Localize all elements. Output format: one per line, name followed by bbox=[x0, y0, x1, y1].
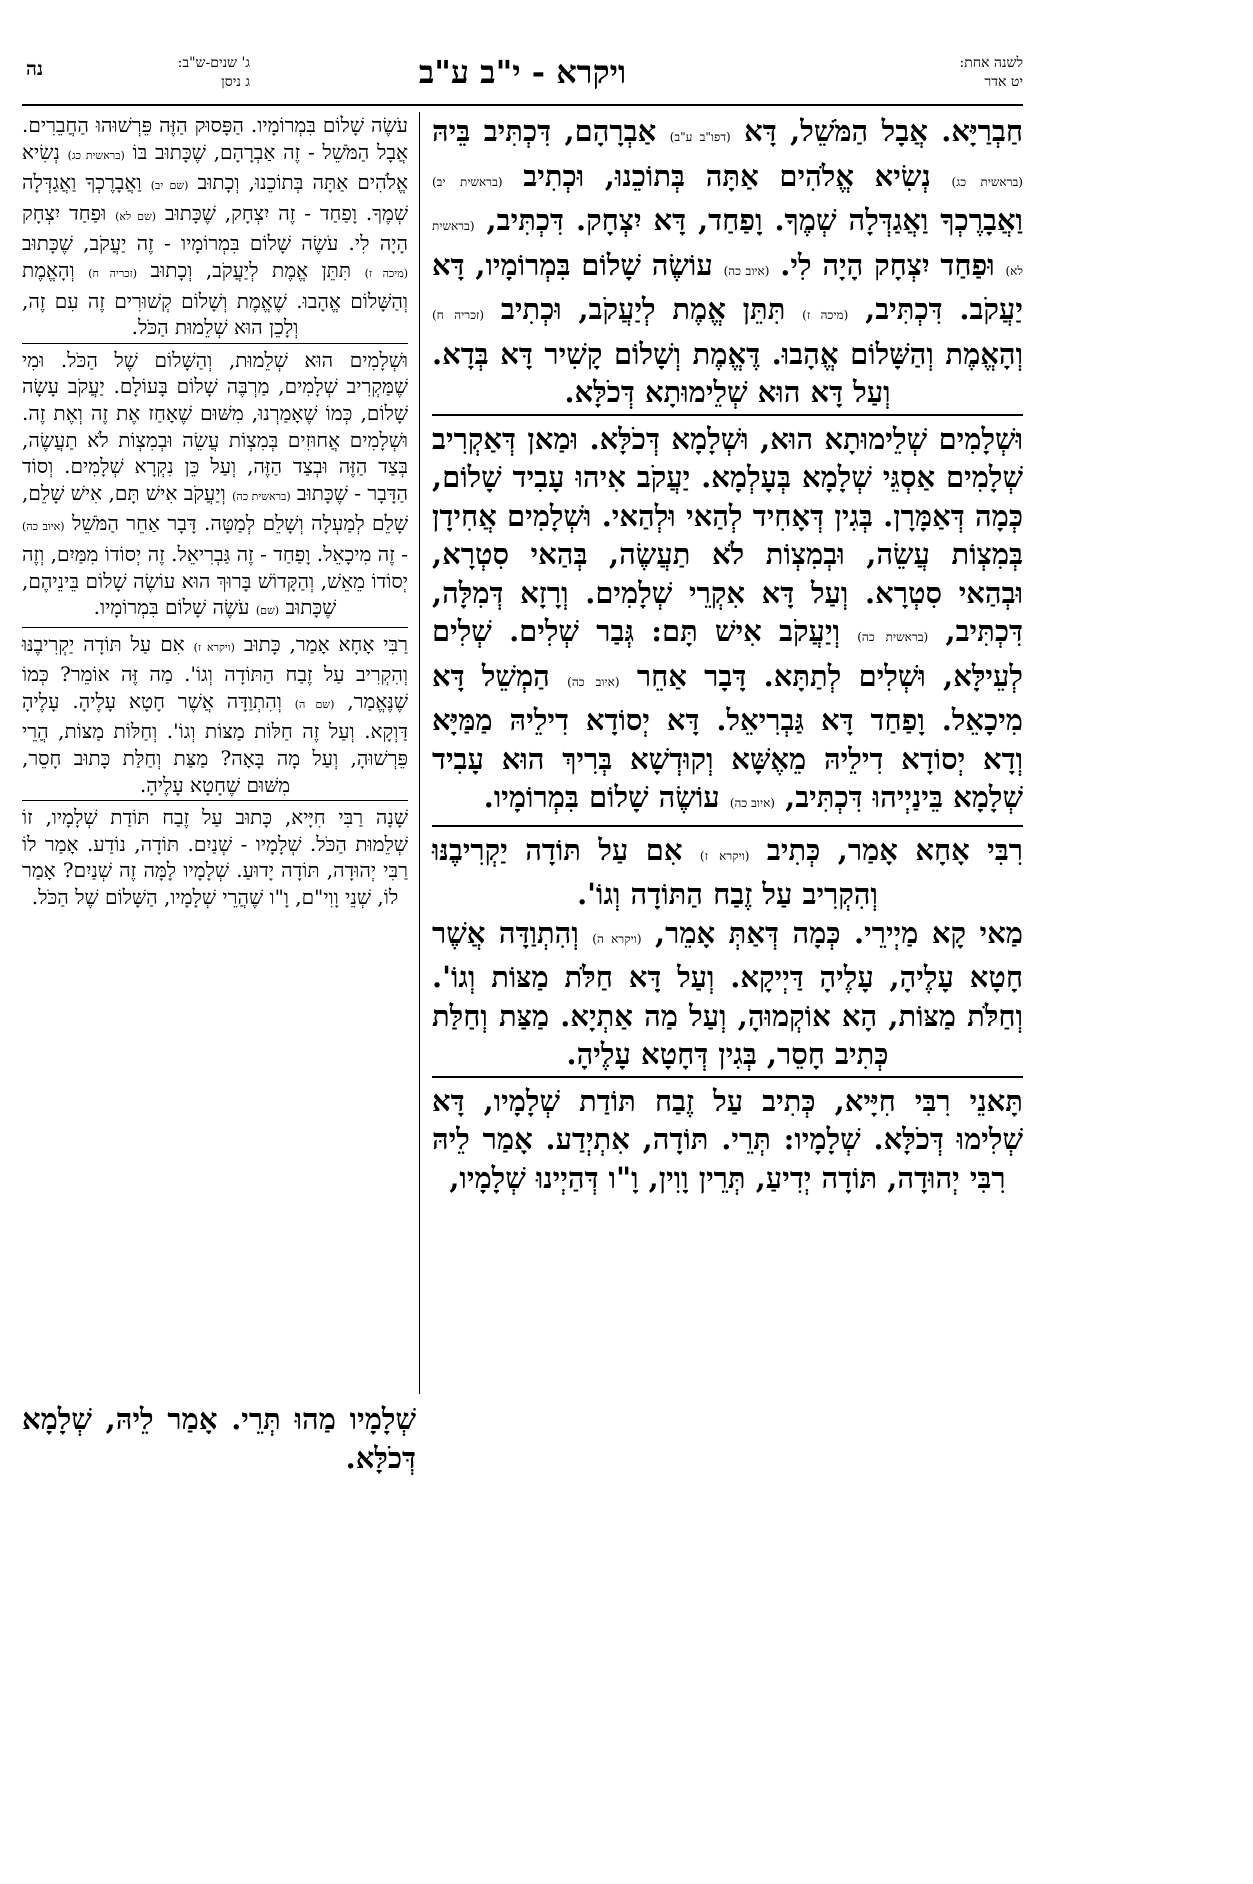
commentary-text: וּפַחַד יִצְחָק הָיָה לִי. עֹשֶׂה שָׁלוֹם בִּמְרוֹמָיו - זֶה יַעֲקֹב, שֶׁכָּתוּב bbox=[22, 200, 408, 256]
main-text: אַבְרָהָם, דִּכְתִּיב בֵּיהּ bbox=[432, 114, 657, 148]
main-paragraph-3 bbox=[432, 825, 1023, 914]
verse-reference: (שם לא) bbox=[115, 209, 157, 223]
commentary-text: וְהִתְוַדָּה אֲשֶׁר חָטָא עָלֶיהָ. עָלֶיהָ דַּוְקָא. וְעַל זֶה חַלּוֹת מַצּוֹת וְגוֹ'. וְחַלּוֹת מַצּוֹת, הֲרֵי פֵּרְשׁוּהָ, וְעַל מָה בָּאָה? מַצַּת וְחַלַּת כָּתוּב חָסֵר, מִשּׁוּם שֶׁחָטָא עָלֶיהָ. bbox=[22, 688, 408, 797]
verse-reference: (בראשית לא) bbox=[432, 219, 1023, 278]
main-paragraph-5 bbox=[432, 1076, 1023, 1198]
verse-reference: (ויקרא ה) bbox=[592, 931, 642, 946]
main-text: וּשְׁלָמִים שְׁלֵימוּתָא הוּא, וּשְׁלָמָא דְּכֹלָּא. וּמַאן דְּאַקְרִיב שְׁלָמִים אַסְגֵּי שְׁלָמָא בְּעָלְמָא. יַעֲקֹב אִיהוּ עָבִיד שָׁלוֹם, כְּמָה דְּאַמָּרָן. בְּגִין דְּאָחִיד לְהַאי וּלְהַאי. וּשְׁלָמִים אֲחִידָן בְּמִצְוֹת עֲשֵׂה, וּבְמִצְוֹת לֹא תַעֲשֶׂה, בְּהַאי סִטְרָא, וּבְהַאי סִטְרָא. וְעַל דָּא אִקְרֵי שְׁלָמִים. וְרָזָא דְּמִלָּה, דִּכְתִּיב, bbox=[432, 421, 1023, 648]
verse-reference: (זכריה ח) bbox=[88, 266, 138, 280]
commentary-paragraph-4 bbox=[22, 800, 408, 910]
main-paragraph-2 bbox=[432, 414, 1023, 823]
main-text: רִבִּי אָחָא אָמַר, כְּתִיב bbox=[766, 832, 1023, 867]
verse-reference: (שם יב) bbox=[150, 179, 189, 193]
verse-reference: (בראשית כה) bbox=[232, 489, 291, 503]
verse-reference: (שם ה) bbox=[294, 697, 335, 711]
main-text: מַאי קָא מַיְירֵי. כְּמָה דְּאַתְּ אָמֵר, bbox=[655, 915, 1023, 950]
verse-reference: (דפו"ב ע"ב) bbox=[669, 130, 731, 144]
main-text: אִם עַל תּוֹדָה יַקְרִיבֶנּוּ וְהִקְרִיב עַל זֶבַח הַתּוֹדָה וְגוֹ'. bbox=[432, 832, 878, 911]
header-left-line2: ג ניסן bbox=[221, 74, 250, 90]
main-text: וְהִתְוַדָּה אֲשֶׁר חָטָא עָלֶיהָ, עָלֶיהָ דַּיְיקָא. וְעַל דָּא חַלֹּת מַצּוֹת וְגוֹ'. וְחַלֹּת מַצּוֹת, הָא אוֹקְמוּהָ, וְעַל מַה אַתְיָא. מַצַּת וְחַלַּת כְּתִיב חָסֵר, בְּגִין דְּחָטָא עָלֶיהָ. bbox=[432, 915, 1023, 1071]
main-text: עוֹשֶׂה שָׁלוֹם בִּמְרוֹמָיו. bbox=[483, 780, 720, 814]
verse-reference: (ויקרא ז) bbox=[699, 848, 750, 863]
verse-reference: (בראשית כג) bbox=[951, 174, 1023, 189]
main-text: וְיַעֲקֹב אִישׁ תָּם: גְּבַר שְׁלִים. שְׁלִים לְעֵילָּא, וּשְׁלִים לְתַתָּא. דָּבָר אַחֵר bbox=[432, 614, 1023, 693]
verse-reference: (בראשית כג) bbox=[67, 148, 125, 162]
verse-reference: (זכריה ח) bbox=[432, 308, 485, 322]
commentary-text: וּשְׁלָמִים הוּא שְׁלֵמוּת, וְהַשָּׁלוֹם שֶׁל הַכֹּל. וּמִי שֶׁמַּקְרִיב שְׁלָמִים, מַרְבֶּה שָׁלוֹם בָּעוֹלָם. יַעֲקֹב עָשָׂה שָׁלוֹם, כְּמוֹ שֶׁאָמַרְנוּ, מִשּׁוּם שֶׁאָחַז אֶת זֶה וְאֶת זֶה. וּשְׁלָמִים אֲחוּזִים בְּמִצְוֹת עֲשֵׂה וּבְמִצְוֹת לֹא תַעֲשֶׂה, בְּצַד הַזֶּה וּבְצַד הַזֶּה, וְעַל כֵּן נִקְרָא שְׁלָמִים. וְסוֹד הַדָּבָר - שֶׁכָּתוּב bbox=[22, 347, 409, 505]
verse-reference: (איוב כה) bbox=[567, 674, 620, 689]
commentary-text: עֹשֶׂה שָׁלוֹם בִּמְרוֹמָיו. bbox=[93, 595, 250, 620]
main-paragraph-1 bbox=[432, 112, 1023, 412]
commentary-text: - זֶה מִיכָאֵל. וָפַחַד - זֶה גַּבְרִיאֵל. זֶה יְסוֹדוֹ מִמַּיִם, וְזֶה יְסוֹדוֹ מֵאֵשׁ, וְהַקָּדוֹשׁ בָּרוּךְ הוּא עוֹשֶׂה שָׁלוֹם בֵּינֵיהֶם, שֶׁכָּתוּב bbox=[22, 541, 408, 620]
header-rule bbox=[22, 104, 1023, 106]
commentary-text: נְשִׂיא אֱלֹהִים אַתָּה בְּתוֹכֵנוּ, וְכָתוּב bbox=[22, 139, 408, 195]
main-text: חַבְרַיָּא. אֲבָל הַמֹּשֵׁל, דָּא bbox=[744, 114, 1023, 148]
commentary-text: תִּתֵּן אֱמֶת לְיַעֲקֹב, וְכָתוּב bbox=[150, 257, 352, 282]
column-divider bbox=[419, 112, 420, 1394]
header-left-line1: ג' שנים-ש"ב: bbox=[177, 55, 250, 71]
main-text-column bbox=[432, 112, 1023, 1498]
header-left-block bbox=[100, 54, 250, 92]
verse-reference: (בראשית כה) bbox=[857, 630, 929, 644]
commentary-text: שָׁנָה רַבִּי חִיָּיא, כָּתוּב עַל זֶבַח תּוֹדַת שְׁלָמָיו, זוֹ שְׁלֵמוּת הַכֹּל. שְׁלָמָיו - שְׁנַיִם. תּוֹדָה, נוֹדַע. אָמַר לוֹ רַבִּי יְהוּדָה, תּוֹדָה יָדוּעַ. שְׁלָמָיו לָמָּה זֶה שְׁנַיִם? אָמַר לוֹ, שְׁנֵי וָוִי"ם, וָ"ו שֶׁהֲרֵי שְׁלָמָיו, הַשָּׁלוֹם שֶׁל הַכֹּל. bbox=[22, 805, 408, 910]
commentary-text: וַאֲבָרֶכְךָ וַאֲגַדְּלָה שְׁמֶךָ. וָפַחַד - זֶה יִצְחָק, שֶׁכָּתוּב bbox=[22, 170, 409, 225]
verse-reference: (בראשית יב) bbox=[432, 174, 503, 189]
commentary-column bbox=[22, 112, 408, 1394]
commentary-paragraph-2 bbox=[22, 343, 408, 625]
main-text: עוֹשֶׂה שָׁלוֹם בִּמְרוֹמָיו, דָּא יַעֲקֹב. דִּכְתִּיב, bbox=[432, 247, 1023, 326]
commentary-paragraph-3 bbox=[22, 627, 408, 799]
page-header bbox=[22, 52, 1023, 106]
commentary-text: עֹשֶׂה שָׁלוֹם בִּמְרוֹמָיו. הַפָּסוּק הַזֶּה פֵּרְשׁוּהוּ הַחֲבֵרִים. אֲבָל הַמֹּשֵׁל - זֶה אַבְרָהָם, שֶׁכָּתוּב בּוֹ bbox=[22, 113, 409, 164]
commentary-text: רַבִּי אָחָא אָמַר, כָּתוּב bbox=[243, 631, 408, 656]
main-text: נְשִׂיא אֱלֹהִים אַתָּה בְּתוֹכֵנוּ, וּכְתִיב bbox=[523, 158, 931, 193]
verse-reference: (ויקרא ז) bbox=[193, 640, 235, 654]
commentary-text: וְהָאֱמֶת וְהַשָּׁלוֹם אֱהָבוּ. שֶׁאֱמֶת וְשָׁלוֹם קְשׁוּרִים זֶה עִם זֶה, וְלָכֵן הוּא שְׁלֵמוּת הַכֹּל. bbox=[22, 257, 408, 340]
verse-reference: (שם) bbox=[255, 604, 280, 618]
header-right-line2: יט אדר bbox=[984, 74, 1023, 90]
main-paragraph-4 bbox=[432, 914, 1023, 1074]
main-text: וַאֲבָרֶכְךָ וַאֲגַדְּלָה שְׁמֶךָ. וָפַחַד, דָּא יִצְחָק. דִּכְתִּיב, bbox=[486, 203, 1023, 237]
main-text: הַמְשֵׁל דָּא מִיכָאֵל. וָפַחַד דָּא גַּבְרִיאֵל. דָּא יְסוֹדָא דִילֵיהּ מַמַּיָּא וְדָא יְסוֹדָא דִילֵיהּ מֵאֶשָּׁא וְקוּדְשָׁא בְּרִיךְ הוּא עָבִיד שְׁלָמָא בֵּינַיְיהוּ דִּכְתִּיב, bbox=[432, 658, 1023, 814]
verse-reference: (איוב כה) bbox=[22, 520, 65, 534]
main-text: וְהָאֱמֶת וְהַשָּׁלוֹם אֱהָבוּ. דֶּאֱמֶת וְשָׁלוֹם קָשִׁיר דָּא בְּדָא. וְעַל דָּא הוּא שְׁלֵימוּתָא דְּכֹלָּא. bbox=[432, 336, 1023, 409]
verse-reference: (איוב כה) bbox=[729, 796, 775, 810]
commentary-text: וְיַעֲקֹב אִישׁ תָּם, אִישׁ שָׁלֵם, שָׁלֵם לְמַעְלָה וְשָׁלֵם לְמַטָּה. דָּבָר אַחֵר הַמֹּשֵׁל bbox=[22, 480, 409, 536]
header-right-block bbox=[960, 54, 1023, 92]
header-right-line1: לשנה אחת: bbox=[959, 55, 1023, 71]
verse-reference: (איוב כה) bbox=[723, 263, 770, 278]
page-number: נה bbox=[26, 58, 44, 80]
main-text-continuation bbox=[22, 1400, 416, 1477]
main-text: וּפַחַד יִצְחָק הָיָה לִי. bbox=[780, 247, 995, 282]
verse-reference: (מיכה ז) bbox=[364, 266, 409, 280]
page-title: ויקרא - י"ב ע"ב bbox=[418, 53, 627, 91]
main-text: תִּתֵּן אֱמֶת לְיַעֲקֹב, וּכְתִיב bbox=[500, 292, 786, 326]
commentary-paragraph-1 bbox=[22, 112, 408, 341]
main-text: שְׁלָמָיו מַהוּ תְּרֵי. אָמַר לֵיהּ, שְׁלָמָא דְּכֹלָּא. bbox=[22, 1402, 416, 1475]
main-text: תָּאנֵי רִבִּי חִיָּיא, כְּתִיב עַל זֶבַח תּוֹדַת שְׁלָמָיו, דָּא שְׁלִימוּ דְּכֹלָּא. שְׁלָמָיו: תְּרֵי. תּוֹדָה, אִתְיְדַע. אָמַר לֵיהּ רִבִּי יְהוּדָה, תּוֹדָה יְדִיעַ, תְּרֵין וָוִין, וָ"ו דְּהַיְינוּ שְׁלָמָיו, bbox=[432, 1083, 1023, 1195]
commentary-text: אִם עַל תּוֹדָה יַקְרִיבֶנּוּ וְהִקְרִיב עַל זֶבַח הַתּוֹדָה וְגוֹ'. מַה זֶּה אוֹמֵר? כְּמוֹ שֶׁנֶּאֱמַר, bbox=[22, 631, 409, 713]
verse-reference: (מיכה ז) bbox=[802, 308, 849, 322]
